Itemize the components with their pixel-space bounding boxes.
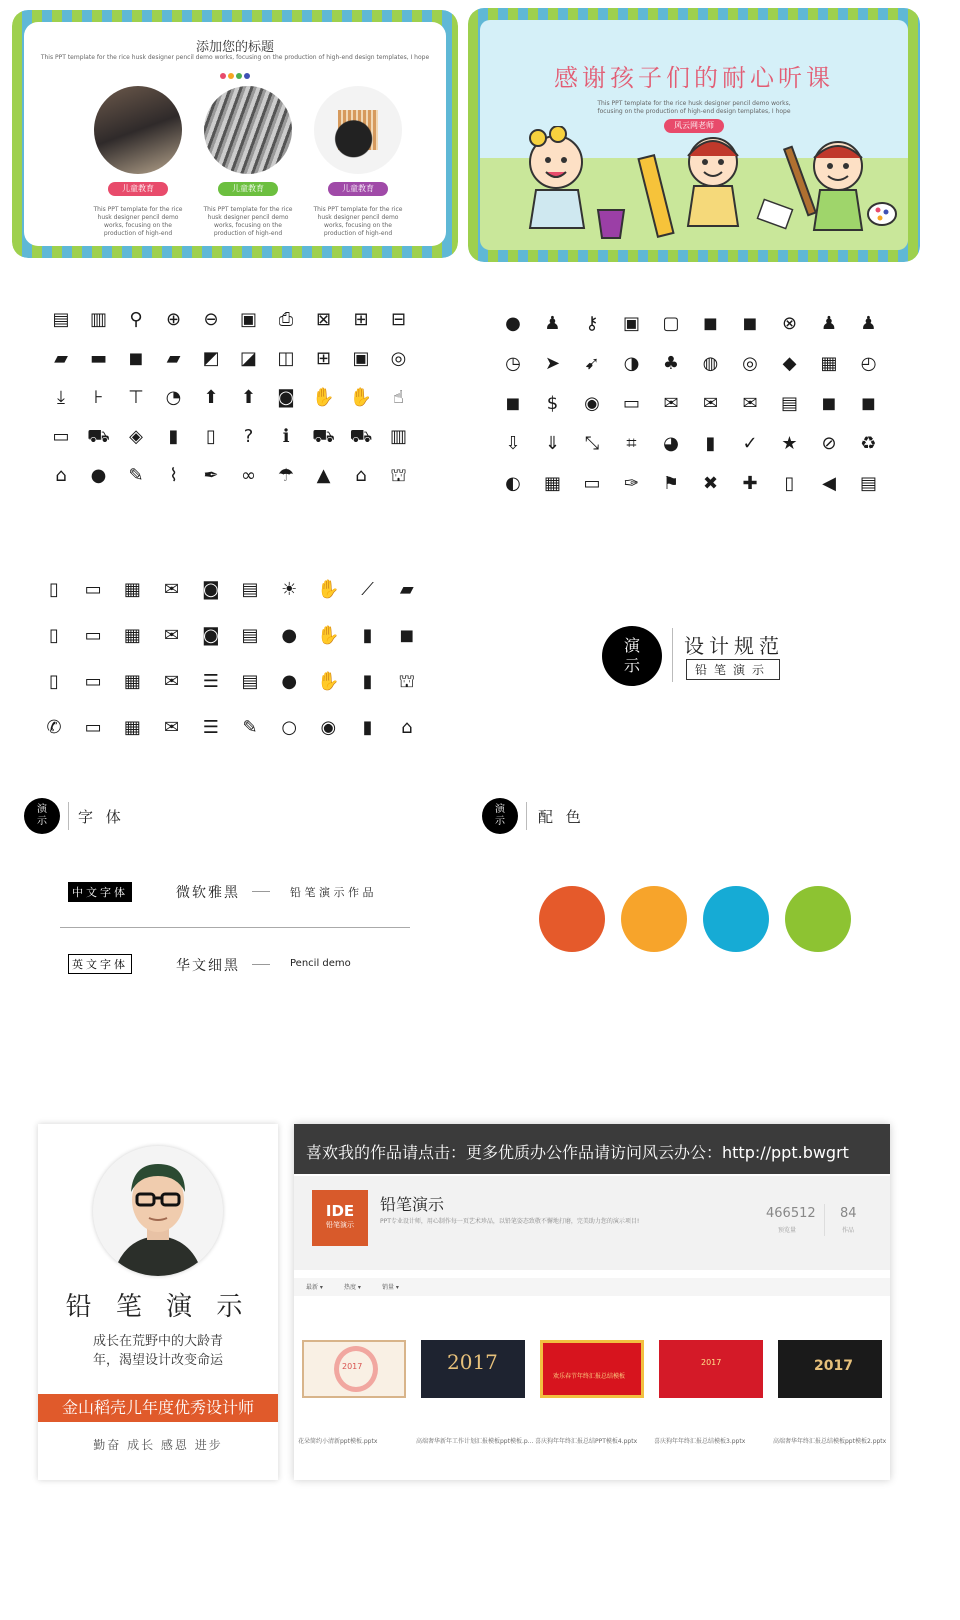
grid-icon: ⊞ bbox=[315, 348, 332, 369]
color-swatch-orange-red bbox=[539, 886, 605, 952]
growth-chart-icon: ▮ bbox=[362, 717, 373, 738]
flag-icon: ⚑ bbox=[662, 473, 680, 494]
badge-logo bbox=[602, 626, 662, 686]
thumb-text: 2017 bbox=[701, 1358, 722, 1367]
image-search-icon: ▣ bbox=[239, 309, 257, 330]
info-icon: ℹ bbox=[282, 426, 290, 447]
user-remove-icon: ⊗ bbox=[781, 313, 798, 334]
sitemap-icon: ⊤ bbox=[128, 387, 144, 408]
slide-title: 感谢孩子们的耐心听课 bbox=[554, 64, 834, 92]
wallet-icon: ◼ bbox=[505, 393, 521, 414]
thumb-text: 2017 bbox=[342, 1362, 363, 1371]
badge-char: 演 bbox=[495, 803, 505, 815]
arrow-up-circle-icon: ⬆ bbox=[203, 387, 219, 408]
chat-bubble-icon: ◙ bbox=[202, 579, 220, 600]
badge-logo bbox=[24, 798, 60, 834]
badge-char: 示 bbox=[37, 816, 47, 827]
help-icon: ? bbox=[243, 426, 254, 447]
color-heading: 配 色 bbox=[538, 808, 585, 826]
bank-icon: ⛫ bbox=[398, 671, 416, 692]
credit-card-icon: ▭ bbox=[622, 393, 640, 414]
shop-desc: PPT专业设计师，用心制作每一页艺术珍品，以铅笔姿态致敬不懈地打磨，完美助力您的演示项目! bbox=[380, 1218, 640, 1225]
briefcase-icon: ▰ bbox=[54, 348, 68, 369]
crop-icon: ⌗ bbox=[626, 433, 637, 454]
books-photo bbox=[94, 86, 182, 174]
star-icon: ★ bbox=[781, 433, 798, 454]
en-font-sample: Pencil demo bbox=[290, 958, 351, 969]
stopwatch-icon: ◴ bbox=[860, 353, 877, 374]
pen-icon: ✒ bbox=[203, 465, 219, 486]
avatar-illustration bbox=[93, 1146, 223, 1276]
cn-font-label: 中文字体 bbox=[68, 882, 132, 902]
pointer-icon: ➹ bbox=[584, 353, 600, 374]
laptop-icon: ▭ bbox=[84, 579, 102, 600]
tree-icon: ⊦ bbox=[93, 387, 104, 408]
template-name[interactable]: 喜庆狗年年终汇报总结PPT模板4.pptx bbox=[535, 1438, 638, 1445]
bulb-outline-icon: ○ bbox=[281, 717, 298, 738]
thumbs-up-icon: ✋ bbox=[317, 625, 340, 646]
key-icon: ⚷ bbox=[585, 313, 599, 334]
zoom-out-icon: ⊖ bbox=[203, 309, 219, 330]
color-swatch-orange bbox=[621, 886, 687, 952]
design-subtitle: 铅笔演示 bbox=[686, 659, 780, 680]
coin-icon: ◉ bbox=[584, 393, 600, 414]
slide-body bbox=[24, 22, 446, 246]
file-add-icon: ⊞ bbox=[353, 309, 369, 330]
promo-header[interactable]: 喜欢我的作品请点击：更多优质办公作品请访问风云办公：http://ppt.bwgrt bbox=[294, 1124, 890, 1174]
bank-icon: ⛫ bbox=[390, 465, 407, 486]
dot bbox=[244, 73, 250, 79]
shop-page-screenshot bbox=[294, 1124, 890, 1480]
calendar-icon: ▦ bbox=[820, 353, 838, 374]
divider bbox=[68, 802, 69, 830]
dot bbox=[228, 73, 234, 79]
dash bbox=[252, 964, 270, 965]
mouse-pointer-icon: ◐ bbox=[505, 473, 521, 494]
dash bbox=[252, 891, 270, 892]
devices-icon: ▯ bbox=[49, 625, 59, 646]
sliders-icon: ☰ bbox=[202, 671, 219, 692]
mail-outline-icon: ✉ bbox=[742, 393, 758, 414]
ban-icon: ⊘ bbox=[821, 433, 837, 454]
template-name[interactable]: 喜庆狗年年终汇报总结模板3.pptx bbox=[654, 1438, 746, 1445]
cfl-bulb-icon: ◉ bbox=[320, 717, 337, 738]
monitor-icon: ▭ bbox=[583, 473, 601, 494]
pen-nib-icon: ✑ bbox=[623, 473, 640, 494]
slide-subtitle: This PPT template for the rice husk designer pencil demo works, focusing on the production of high-end design templates, I hope bbox=[40, 54, 430, 61]
cn-font-sample: 铅 笔 演 示 作 品 bbox=[290, 886, 374, 899]
slide-thanks bbox=[468, 8, 920, 262]
filter-tab-latest[interactable]: 最新 ▾ bbox=[306, 1284, 323, 1291]
laptop-outline-icon: ▭ bbox=[84, 625, 102, 646]
document-icon: ▤ bbox=[241, 579, 259, 600]
arrow-up-icon: ⬆ bbox=[240, 387, 257, 408]
toolbox-icon: ◼ bbox=[128, 348, 144, 369]
mail-icon: ✉ bbox=[164, 579, 180, 600]
badge-char: 演 bbox=[37, 803, 47, 815]
home-icon: ⌂ bbox=[401, 717, 413, 738]
template-thumb[interactable] bbox=[659, 1340, 763, 1398]
thumbs-up-alt-icon: ✋ bbox=[317, 671, 340, 692]
folder-icon: ▰ bbox=[166, 348, 181, 369]
save-icon: ▣ bbox=[352, 348, 370, 369]
open-book-icon: ◫ bbox=[277, 348, 295, 369]
designer-motto: 勤奋 成长 感恩 进步 bbox=[93, 1438, 223, 1452]
template-thumb[interactable] bbox=[540, 1340, 644, 1398]
user-icon: ● bbox=[505, 313, 521, 334]
dot bbox=[236, 73, 242, 79]
mug-icon: ◼ bbox=[703, 313, 718, 334]
search-icon: ⚲ bbox=[129, 309, 143, 330]
pencils-photo bbox=[314, 86, 402, 174]
file-icon: ▤ bbox=[241, 625, 259, 646]
badge-char: 演 bbox=[623, 636, 640, 655]
stat-divider bbox=[824, 1204, 825, 1236]
cart-add-icon: ⛟ bbox=[349, 426, 373, 447]
chat-icon: ◙ bbox=[277, 387, 295, 408]
bar-graph-icon: ▮ bbox=[362, 625, 373, 646]
chat-bubbles-icon: ◙ bbox=[202, 625, 220, 646]
designer-profile-card bbox=[38, 1124, 278, 1480]
badge-logo bbox=[482, 798, 518, 834]
avatar bbox=[93, 1146, 223, 1276]
pie-chart-icon: ◕ bbox=[663, 433, 679, 454]
line-chart-icon: ⟋ bbox=[361, 579, 374, 600]
designer-name: 铅 笔 演 示 bbox=[65, 1292, 251, 1322]
mail-open-icon: ✉ bbox=[702, 393, 719, 414]
zoom-in-icon: ⊕ bbox=[165, 309, 182, 330]
user-info-icon: ♟ bbox=[860, 313, 877, 334]
divider bbox=[526, 802, 527, 830]
thumb-text: 2017 bbox=[447, 1350, 498, 1374]
template-name[interactable]: 花朵简约小清新ppt模板.pptx bbox=[298, 1438, 378, 1445]
purse-icon: ◼ bbox=[821, 393, 837, 414]
filter-tab-hot[interactable]: 热度 ▾ bbox=[344, 1284, 361, 1291]
book-icon: ▥ bbox=[89, 309, 107, 330]
font-heading: 字 体 bbox=[78, 808, 125, 826]
mobile-icon: ▯ bbox=[784, 473, 795, 494]
shop-name: 铅笔演示 bbox=[380, 1195, 445, 1214]
divider-line bbox=[60, 927, 410, 928]
designer-bio: 成长在荒野中的大龄青 bbox=[92, 1334, 223, 1349]
tag-icon: ◆ bbox=[782, 353, 797, 374]
user-tie-icon: ♟ bbox=[544, 313, 561, 334]
logo-text: IDE bbox=[325, 1202, 355, 1220]
telephone-icon: ✆ bbox=[46, 717, 62, 738]
check-icon: ✓ bbox=[742, 433, 758, 454]
design-title: 设计规范 bbox=[684, 634, 784, 658]
calculator-icon: ▦ bbox=[543, 473, 561, 494]
stat-views: 466512 bbox=[766, 1206, 816, 1221]
settings-sliders-icon: ☰ bbox=[202, 717, 219, 738]
tablet-icon: ▯ bbox=[49, 671, 59, 692]
mail-icon: ✉ bbox=[663, 393, 679, 414]
inbox-icon: ⇓ bbox=[544, 433, 561, 454]
house-icon: ⌂ bbox=[355, 465, 367, 486]
building-icon: ▲ bbox=[316, 465, 331, 486]
shopping-cart-icon: ⛟ bbox=[312, 426, 335, 447]
thumbs-down-icon: ✋ bbox=[349, 387, 373, 408]
teacher-badge: 风云网老师 bbox=[664, 119, 724, 133]
lightbulb-icon: ● bbox=[281, 671, 298, 692]
stat-views-label: 预览量 bbox=[778, 1227, 797, 1234]
sale-tag-icon: ▭ bbox=[52, 426, 70, 447]
shop-logo[interactable] bbox=[312, 1190, 368, 1246]
color-dots bbox=[24, 64, 446, 83]
download-icon: ⤓ bbox=[57, 387, 65, 408]
phone-icon: ▯ bbox=[49, 579, 59, 600]
caption: This PPT template for the rice husk designer pencil demo works, focusing on the production of high-end bbox=[203, 206, 293, 237]
label-pill: 儿童教育 bbox=[328, 182, 388, 196]
filter-tab-sales[interactable]: 销量 ▾ bbox=[382, 1284, 399, 1291]
bar-chart-icon: ▮ bbox=[705, 433, 716, 454]
caption: This PPT template for the rice husk designer pencil demo works, focusing on the production of high-end bbox=[313, 206, 403, 237]
cursor-icon: ➤ bbox=[544, 353, 561, 374]
file-copy-icon: ▤ bbox=[241, 671, 259, 692]
suitcase-icon: ▰ bbox=[399, 579, 414, 600]
slide-add-title bbox=[12, 10, 458, 258]
slide-subtitle: This PPT template for the rice husk designer pencil demo works, focusing on the production of high-end design templates, I hope bbox=[597, 100, 791, 115]
desktop-icon: ▭ bbox=[84, 671, 102, 692]
money-bag-icon: $ bbox=[546, 393, 559, 414]
handbag-icon: ◼ bbox=[861, 393, 876, 414]
document-icon: ▤ bbox=[52, 309, 70, 330]
like-icon: ✋ bbox=[317, 579, 340, 600]
label-pill: 儿童教育 bbox=[108, 182, 168, 196]
calendar-icon: ▦ bbox=[123, 579, 141, 600]
pencil-icon: ✎ bbox=[128, 465, 144, 486]
unlock-icon: ▢ bbox=[662, 313, 680, 334]
thumbs-up-icon: ✋ bbox=[312, 387, 335, 408]
file-remove-icon: ⊟ bbox=[390, 309, 407, 330]
slide-title: 添加您的标题 bbox=[195, 40, 274, 55]
designer-bio: 年，渴望设计改变命运 bbox=[92, 1353, 223, 1368]
disc-icon: ◎ bbox=[390, 348, 407, 369]
coffee-mug-icon: ◼ bbox=[742, 313, 758, 334]
calendar-week-icon: ▦ bbox=[123, 717, 141, 738]
template-name[interactable]: 高端奢华新年工作计划汇报模板ppt模板.p... bbox=[416, 1438, 534, 1445]
shirt-icon: ♣ bbox=[662, 353, 680, 374]
home-icon: ⌂ bbox=[55, 465, 67, 486]
file-search-icon: ⎙ bbox=[278, 309, 294, 330]
umbrella-icon: ☂ bbox=[277, 465, 295, 486]
plus-icon: ✚ bbox=[742, 473, 758, 494]
books-icon: ▥ bbox=[389, 426, 407, 447]
trash-bin-icon: ▯ bbox=[206, 426, 216, 447]
thumb-text: 欢乐春节年终汇报总结模板 bbox=[553, 1373, 626, 1380]
toolbox-icon: ◼ bbox=[399, 625, 415, 646]
bag-icon: ▬ bbox=[89, 348, 107, 369]
calendar-grid-icon: ▦ bbox=[123, 625, 141, 646]
glasses-icon: ∞ bbox=[241, 465, 256, 486]
target-icon: ◎ bbox=[742, 353, 758, 374]
speaker-icon: ◀ bbox=[822, 473, 836, 494]
cart-icon: ⛟ bbox=[87, 426, 110, 447]
folder-check-icon: ◪ bbox=[239, 348, 257, 369]
users-icon: ♟ bbox=[820, 313, 838, 334]
kids-illustration bbox=[498, 126, 898, 246]
template-name[interactable]: 高端奢华年终汇报总结模板ppt模板2.pptx bbox=[773, 1438, 887, 1445]
paperclip-icon: ⌇ bbox=[169, 465, 178, 486]
shelf-photo bbox=[204, 86, 292, 174]
trash-icon: ▮ bbox=[168, 426, 179, 447]
calendar-alt-icon: ▦ bbox=[123, 671, 141, 692]
envelope-icon: ✉ bbox=[164, 625, 180, 646]
recycle-icon: ♻ bbox=[860, 433, 877, 454]
bulb-icon: ● bbox=[281, 625, 298, 646]
pin-down-icon: ⇩ bbox=[505, 433, 521, 454]
en-font-label: 英文字体 bbox=[68, 954, 132, 974]
template-thumb[interactable] bbox=[778, 1340, 882, 1398]
badge-char: 示 bbox=[623, 656, 640, 675]
bulb-icon: ● bbox=[90, 465, 107, 486]
resize-icon: ⤡ bbox=[584, 433, 600, 454]
open-mail-icon: ✉ bbox=[164, 717, 180, 738]
stat-works: 84 bbox=[840, 1206, 857, 1221]
file-delete-icon: ⊠ bbox=[315, 309, 332, 330]
monitor-icon: ▭ bbox=[84, 717, 102, 738]
idea-icon: ☀ bbox=[281, 579, 298, 600]
rss-icon: ◔ bbox=[165, 387, 182, 408]
thumb-text: 2017 bbox=[814, 1358, 853, 1374]
caption: This PPT template for the rice husk designer pencil demo works, focusing on the production of high-end bbox=[93, 206, 183, 237]
template-thumb[interactable] bbox=[302, 1340, 406, 1398]
envelope-outline-icon: ✉ bbox=[164, 671, 180, 692]
en-font-name: 华文细黑 bbox=[176, 958, 240, 974]
close-icon: ✖ bbox=[702, 473, 719, 494]
bars-icon: ▮ bbox=[362, 671, 373, 692]
logo-subtext: 铅笔演示 bbox=[326, 1221, 354, 1229]
color-swatch-blue bbox=[703, 886, 769, 952]
clock-icon: ◷ bbox=[505, 353, 521, 374]
stat-works-label: 作品 bbox=[842, 1227, 855, 1234]
cn-font-name: 微软雅黑 bbox=[176, 885, 240, 901]
mouse-icon: ◑ bbox=[623, 353, 640, 374]
color-swatch-green bbox=[785, 886, 851, 952]
designer-banner: 金山稻壳儿年度优秀设计师 bbox=[38, 1394, 278, 1422]
discount-tag-icon: ◈ bbox=[129, 426, 143, 447]
folder-open-icon: ◩ bbox=[202, 348, 220, 369]
divider bbox=[672, 628, 673, 682]
edit-icon: ✎ bbox=[242, 717, 258, 738]
lock-icon: ▣ bbox=[622, 313, 640, 334]
id-card-icon: ▤ bbox=[780, 393, 798, 414]
printer-icon: ▤ bbox=[859, 473, 877, 494]
badge-char: 示 bbox=[495, 816, 505, 827]
template-thumb[interactable] bbox=[421, 1340, 525, 1398]
globe-icon: ◍ bbox=[702, 353, 719, 374]
dot bbox=[220, 73, 226, 79]
pointing-hand-icon: ☝ bbox=[393, 387, 404, 408]
label-pill: 儿童教育 bbox=[218, 182, 278, 196]
